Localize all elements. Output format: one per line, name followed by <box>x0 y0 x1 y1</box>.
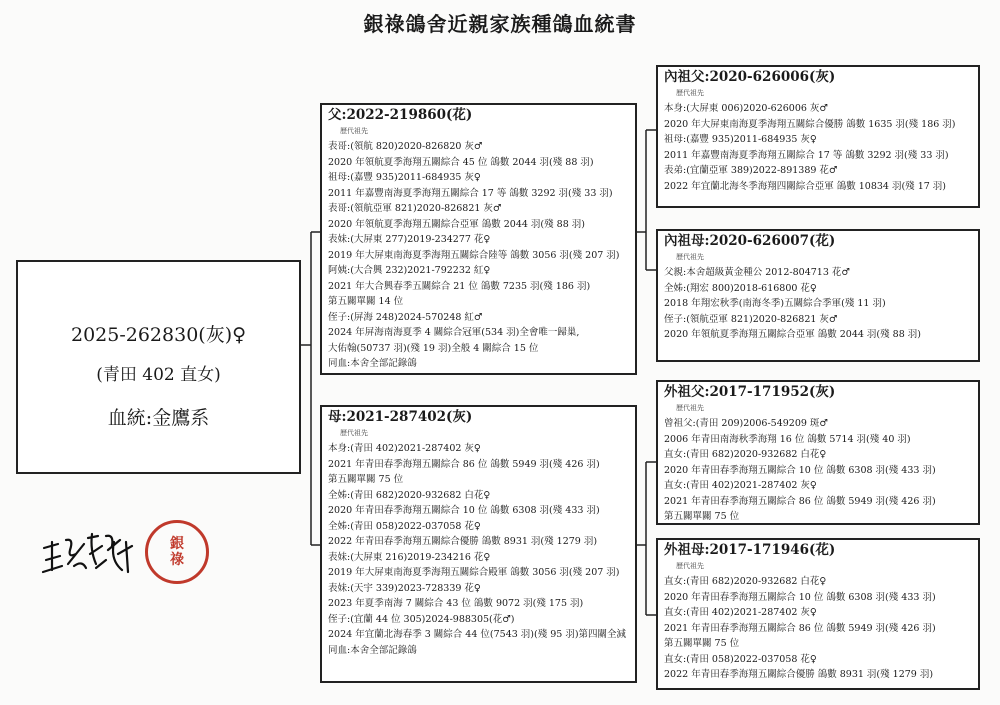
dam-line: 本身:(青田 402)2021-287402 灰♀ <box>328 443 481 454</box>
paternal-granddam-box <box>656 229 980 362</box>
paternal-granddam-line: 2018 年翔宏秋季(南海冬季)五關綜合季軍(殘 11 羽) <box>664 298 886 309</box>
subject-ring-number: 2025-262830(灰)♀ <box>70 324 247 346</box>
sire-box <box>320 103 637 375</box>
subject-pigeon-box <box>16 260 301 474</box>
maternal-granddam-line: 直女:(青田 058)2022-037058 花♀ <box>664 653 817 665</box>
sire-line: 侄子:(屏海 248)2024-570248 紅♂ <box>328 311 483 323</box>
dam-line: 第五關單關 75 位 <box>328 474 404 485</box>
paternal-grandsire-box <box>656 65 980 208</box>
maternal-grandsire-line: 2021 年青田春季海翔五關綜合 86 位 鴿數 5949 羽(殘 426 羽) <box>664 495 936 507</box>
maternal-grandsire-line: 第五關單關 75 位 <box>664 511 740 522</box>
paternal-granddam-line: 全姊:(翔宏 800)2018-616800 花♀ <box>664 282 817 294</box>
paternal-grandsire-line: 2022 年宜蘭北海冬季海翔四關綜合亞軍 鴿數 10834 羽(殘 17 羽) <box>664 180 947 192</box>
sire-line: 2024 年屏海南海夏季 4 關綜合冠軍(534 羽)全會唯一歸巢, <box>328 327 580 338</box>
paternal-granddam-subheading: 歷代祖先 <box>676 253 704 261</box>
handwritten-signature <box>40 520 140 580</box>
maternal-grandsire-subheading: 歷代祖先 <box>676 404 704 412</box>
dam-line: 全姊:(青田 682)2020-932682 白花♀ <box>328 489 491 501</box>
maternal-grandsire-line: 直女:(青田 682)2020-932682 白花♀ <box>664 449 827 460</box>
sire-line: 阿姨:(大合興 232)2021-792232 紅♀ <box>328 265 491 276</box>
paternal-granddam-heading: 內祖母:2020-626007(花) <box>664 233 836 249</box>
paternal-grandsire-line: 2011 年嘉豐南海夏季海翔五關綜合 17 等 鴿數 3292 羽(殘 33 羽) <box>664 149 949 161</box>
maternal-grandsire-heading: 外祖父:2017-171952(灰) <box>664 384 836 400</box>
maternal-granddam-line: 2020 年青田春季海翔五關綜合 10 位 鴿數 6308 羽(殘 433 羽) <box>664 591 936 603</box>
paternal-granddam-line: 侄子:(領航亞軍 821)2020-826821 灰♂ <box>664 313 838 325</box>
paternal-granddam-line: 2020 年領航夏季海翔五關綜合亞軍 鴿數 2044 羽(殘 88 羽) <box>664 329 921 340</box>
dam-line: 同血:本舍全部記錄鴿 <box>328 644 417 656</box>
dam-line: 表妹:(大屏東 216)2019-234216 花♀ <box>328 551 491 563</box>
maternal-grandsire-line: 直女:(青田 402)2021-287402 灰♀ <box>664 480 817 491</box>
paternal-grandsire-line: 2020 年大屏東南海夏季海翔五關綜合優勝 鴿數 1635 羽(殘 186 羽) <box>664 118 956 130</box>
maternal-granddam-line: 2021 年青田春季海翔五關綜合 86 位 鴿數 5949 羽(殘 426 羽) <box>664 622 936 634</box>
maternal-granddam-heading: 外祖母:2017-171946(花) <box>664 542 836 558</box>
dam-line: 侄子:(宜蘭 44 位 305)2024-988305(花♂) <box>328 613 515 625</box>
dam-line: 2022 年青田春季海翔五關綜合優勝 鴿數 8931 羽(殘 1279 羽) <box>328 536 598 547</box>
maternal-granddam-line: 直女:(青田 682)2020-932682 白花♀ <box>664 576 827 587</box>
subject-bloodline: 血統:金鷹系 <box>107 407 210 429</box>
maternal-grandsire-box <box>656 380 980 525</box>
dam-line: 全姊:(青田 058)2022-037058 花♀ <box>328 520 481 532</box>
dam-line: 2023 年夏季南海 7 關綜合 43 位 鴿數 9072 羽(殘 175 羽) <box>328 598 584 609</box>
sire-line: 第五關單關 14 位 <box>328 296 404 307</box>
sire-line: 表哥:(領航亞軍 821)2020-826821 灰♂ <box>328 203 502 214</box>
sire-line: 祖母:(嘉豐 935)2011-684935 灰♀ <box>328 172 481 183</box>
dam-line: 表妹:(天宇 339)2023-728339 花♀ <box>328 582 481 594</box>
sire-line: 表哥:(領航 820)2020-826820 灰♂ <box>328 141 483 152</box>
dam-line: 2024 年宜蘭北海春季 3 關綜合 44 位(7543 羽)(殘 95 羽)第四關全減 <box>328 629 627 640</box>
paternal-grandsire-line: 祖母:(嘉豐 935)2011-684935 灰♀ <box>664 134 817 145</box>
paternal-granddam-line: 父親:本舍超級黃金種公 2012-804713 花♂ <box>664 267 850 278</box>
sire-line: 2019 年大屏東南海夏季海翔五關綜合陸等 鴿數 3056 羽(殘 207 羽) <box>328 249 620 261</box>
page-title: 銀祿鴿舍近親家族種鴿血統書 <box>363 12 637 36</box>
dam-line: 2019 年大屏東南海夏季海翔五關綜合殿軍 鴿數 3056 羽(殘 207 羽) <box>328 567 620 578</box>
maternal-granddam-line: 直女:(青田 402)2021-287402 灰♀ <box>664 607 817 618</box>
paternal-grandsire-subheading: 歷代祖先 <box>676 89 704 97</box>
dam-heading: 母:2021-287402(灰) <box>328 409 473 425</box>
sire-line: 2020 年領航夏季海翔五關綜合 45 位 鴿數 2044 羽(殘 88 羽) <box>328 156 594 168</box>
maternal-granddam-subheading: 歷代祖先 <box>676 562 704 570</box>
sire-line: 2011 年嘉豐南海夏季海翔五關綜合 17 等 鴿數 3292 羽(殘 33 羽) <box>328 187 613 199</box>
sire-line: 2021 年大合興春季五關綜合 21 位 鴿數 7235 羽(殘 186 羽) <box>328 280 591 292</box>
dam-box <box>320 405 637 683</box>
maternal-grandsire-line: 曾祖父:(青田 209)2006-549209 斑♂ <box>664 418 828 429</box>
dam-subheading: 歷代祖先 <box>340 429 368 437</box>
sire-heading: 父:2022-219860(花) <box>328 107 473 123</box>
paternal-grandsire-line: 表弟:(宜蘭亞軍 389)2022-891389 花♂ <box>664 165 838 176</box>
maternal-granddam-box <box>656 538 980 690</box>
maternal-grandsire-line: 2006 年青田南海秋季海翔 16 位 鴿數 5714 羽(殘 40 羽) <box>664 433 911 445</box>
sire-line: 大佑翰(50737 羽)(殘 19 羽)全般 4 關綜合 15 位 <box>328 342 539 354</box>
dam-line: 2020 年青田春季海翔五關綜合 10 位 鴿數 6308 羽(殘 433 羽) <box>328 505 600 516</box>
maternal-grandsire-line: 2020 年青田春季海翔五關綜合 10 位 鴿數 6308 羽(殘 433 羽) <box>664 464 936 476</box>
maternal-granddam-line: 2022 年青田春季海翔五關綜合優勝 鴿數 8931 羽(殘 1279 羽) <box>664 669 934 680</box>
kennel-seal: 銀 祿 <box>145 520 209 584</box>
subject-name: (青田 402 直女) <box>96 365 221 385</box>
maternal-granddam-line: 第五關單關 75 位 <box>664 638 740 649</box>
sire-line: 2020 年領航夏季海翔五關綜合亞軍 鴿數 2044 羽(殘 88 羽) <box>328 218 585 230</box>
sire-line: 表妹:(大屏東 277)2019-234277 花♀ <box>328 234 491 245</box>
paternal-grandsire-line: 本身:(大屏東 006)2020-626006 灰♂ <box>664 103 828 114</box>
paternal-grandsire-heading: 內祖父:2020-626006(灰) <box>664 69 836 85</box>
dam-line: 2021 年青田春季海翔五關綜合 86 位 鴿數 5949 羽(殘 426 羽) <box>328 458 600 470</box>
sire-subheading: 歷代祖先 <box>340 127 368 135</box>
sire-line: 同血:本舍全部記錄鴿 <box>328 358 417 369</box>
